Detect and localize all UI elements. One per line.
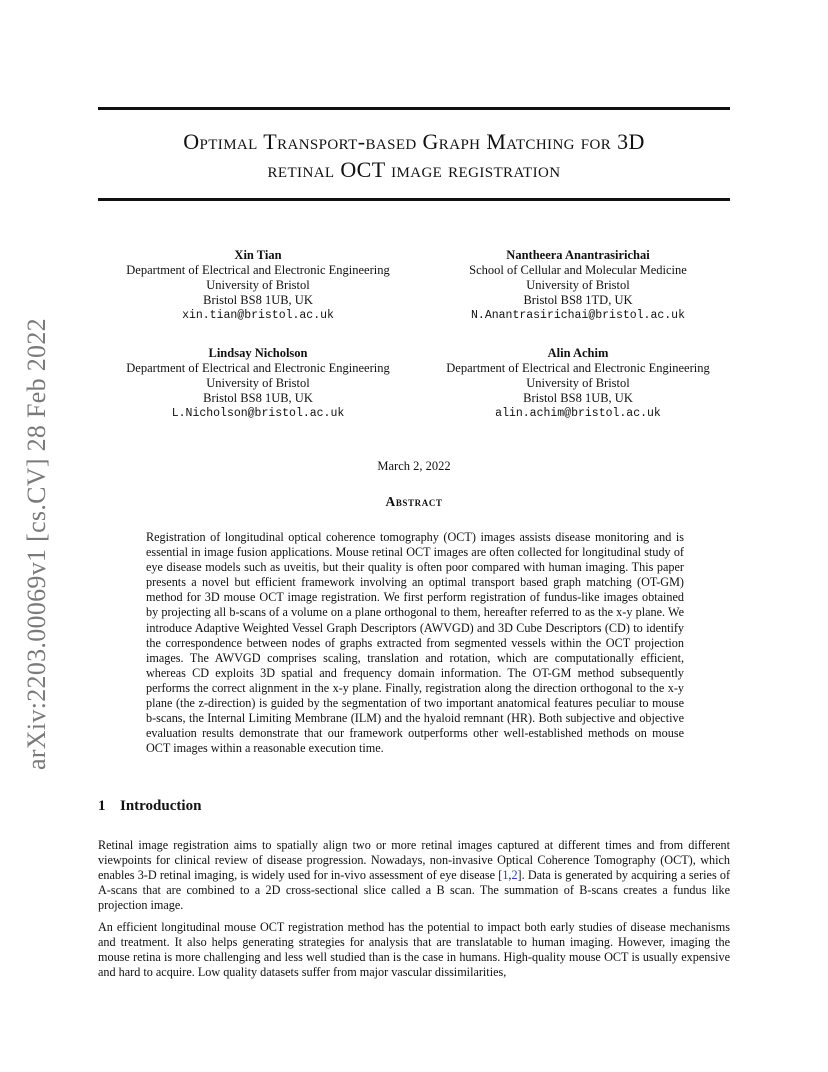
citation-link-1[interactable]: 1 xyxy=(502,868,509,883)
author-3 xyxy=(98,346,418,421)
author-affiliation: School of Cellular and Molecular Medicine xyxy=(469,263,687,277)
author-email[interactable]: L.Nicholson@bristol.ac.uk xyxy=(171,407,345,420)
author-address: Bristol BS8 1UB, UK xyxy=(523,391,633,405)
author-address: Bristol BS8 1UB, UK xyxy=(203,391,313,405)
intro-paragraph-2: An efficient longitudinal mouse OCT registration method has the potential to impact both early studies of disease mechanisms and treatment. It also helps generating strategies for analysis that are translatable to human imaging. However, imaging the mouse retina is more challenging and less well studied than is the case in humans. High-quality mouse OCT is usually expensive and hard to acquire. Low quality datasets suffer from major vascular dissimilarities, xyxy=(98,920,730,980)
title-line-2: retinal OCT image registration xyxy=(267,157,561,182)
author-name: Lindsay Nicholson xyxy=(208,346,308,360)
author-name: Nantheera Anantrasirichai xyxy=(506,248,650,262)
author-affiliation: Department of Electrical and Electronic Engineering xyxy=(446,361,710,375)
author-2 xyxy=(418,248,738,323)
author-address: Bristol BS8 1TD, UK xyxy=(523,293,633,307)
title-line-1: Optimal Transport-based Graph Matching for 3D xyxy=(183,129,645,154)
paper-title xyxy=(98,128,730,184)
author-institution: University of Bristol xyxy=(206,376,310,390)
author-email[interactable]: N.Anantrasirichai@bristol.ac.uk xyxy=(471,309,685,322)
author-name: Xin Tian xyxy=(234,248,282,262)
paragraph-text: Retinal image registration aims to spatially align two or more retinal images captured at different times and from different viewpoints for clinical review of disease progression. Nowadays, non-invasive Optical Coherence Tomography (OCT), which enables 3-D retinal imaging, is widely used for in-vivo assessment of eye disease xyxy=(98,838,730,883)
author-4 xyxy=(418,346,738,421)
section-number: 1 xyxy=(98,798,106,814)
author-institution: University of Bristol xyxy=(526,278,630,292)
author-affiliation: Department of Electrical and Electronic Engineering xyxy=(126,361,390,375)
abstract-text: Registration of longitudinal optical coherence tomography (OCT) images assists disease monitoring and is essential in image fusion applications. Mouse retinal OCT images are often collected for longitudinal study of eye disease models such as uveitis, but their quality is often poor compared with human imaging. This paper presents a novel but efficient framework involving an optimal transport based graph matching (OT-GM) method for 3D mouse OCT image registration. We first perform registration of fundus-like images obtained by projecting all b-scans of a volume on a plane orthogonal to them, hereafter referred to as the x-y plane. We introduce Adaptive Weighted Vessel Graph Descriptors (AWVGD) and 3D Cube Descriptors (CD) to identify the correspondence between nodes of graphs extracted from segmented vessels within the OCT projection images. The AWVGD comprises scaling, translation and rotation, which are computationally efficient, whereas CD exploits 3D spatial and frequency domain information. The OT-GM method subsequently performs the correct alignment in the x-y plane. Finally, registration along the direction orthogonal to the x-y plane (the z-direction) is guided by the segmentation of two important anatomical features peculiar to mouse b-scans, the Internal Limiting Membrane (ILM) and the hyaloid remnant (HR). Both subjective and objective evaluation results demonstrate that our framework outperforms other well-established methods on mouse OCT images within a reasonable execution time. xyxy=(146,530,684,756)
author-address: Bristol BS8 1UB, UK xyxy=(203,293,313,307)
citation-separator: , xyxy=(508,868,512,883)
intro-paragraph-1 xyxy=(98,838,730,913)
author-institution: University of Bristol xyxy=(206,278,310,292)
author-1 xyxy=(98,248,418,323)
arxiv-identifier-stamp: arXiv:2203.00069v1 [cs.CV] 28 Feb 2022 xyxy=(22,318,51,770)
author-email[interactable]: alin.achim@bristol.ac.uk xyxy=(495,407,661,420)
author-name: Alin Achim xyxy=(547,346,609,360)
paragraph-text: . Data is generated by acquiring a series of A-scans that are combined to a 2D cross-sectional slice called a B scan. The summation of B-scans creates a fundus like projection image. xyxy=(98,868,730,913)
citation-bracket-open: [ xyxy=(498,868,503,883)
author-institution: University of Bristol xyxy=(526,376,630,390)
citation-bracket-close: ] xyxy=(517,868,522,883)
abstract-heading: Abstract xyxy=(385,494,443,509)
section-title: Introduction xyxy=(120,798,202,814)
title-top-rule xyxy=(98,107,730,110)
citation-link-2[interactable]: 2 xyxy=(511,868,518,883)
author-affiliation: Department of Electrical and Electronic Engineering xyxy=(126,263,390,277)
title-bottom-rule xyxy=(98,198,730,201)
publication-date: March 2, 2022 xyxy=(377,459,451,473)
section-heading-introduction xyxy=(98,798,201,815)
author-email[interactable]: xin.tian@bristol.ac.uk xyxy=(182,309,334,322)
